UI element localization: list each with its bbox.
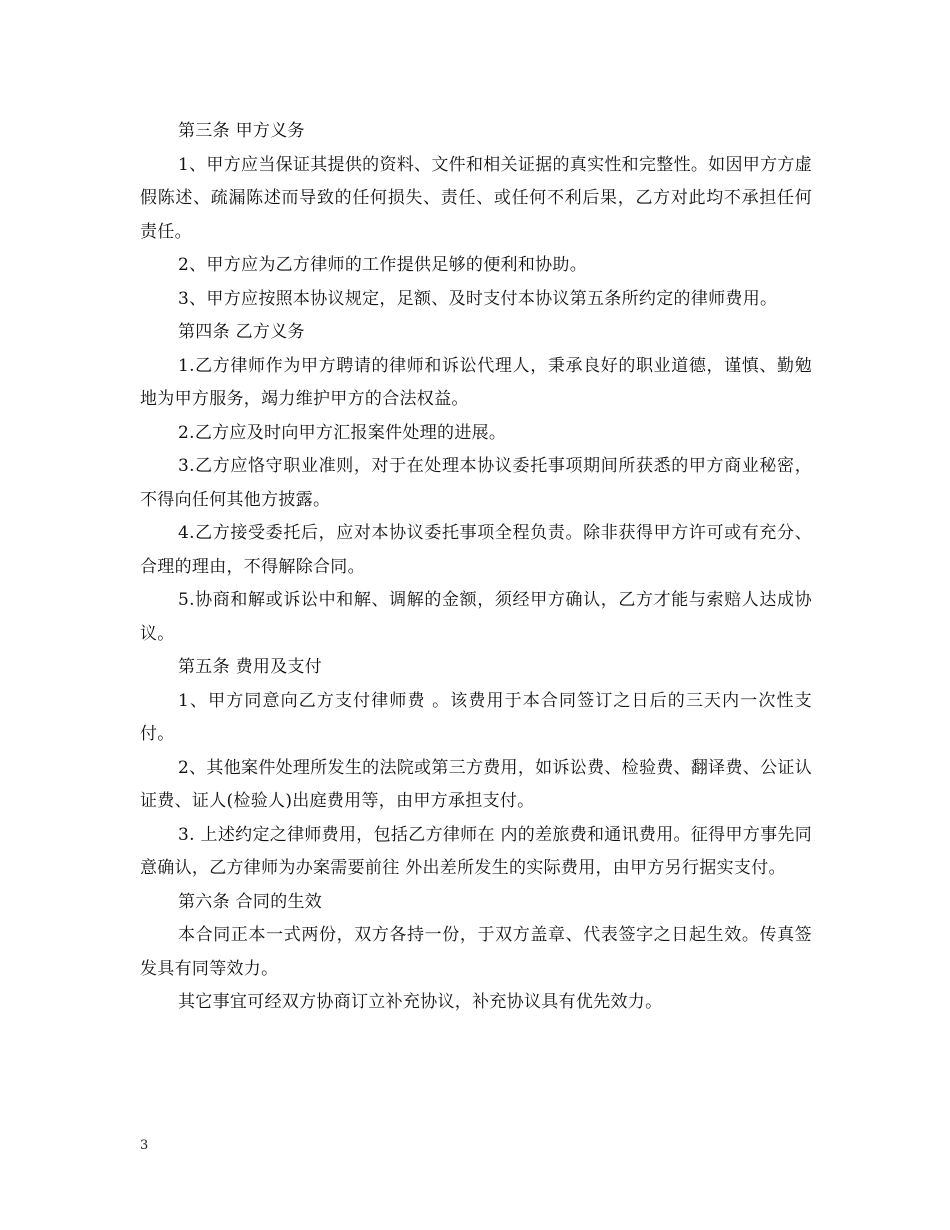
paragraph: 5.协商和解或诉讼中和解、调解的金额，须经甲方确认，乙方才能与索赔人达成协议。 <box>140 590 812 644</box>
paragraph: 2.乙方应及时向甲方汇报案件处理的进展。 <box>178 422 507 443</box>
paragraph: 3.乙方应恪守职业准则，对于在处理本协议委托事项期间所获悉的甲方商业秘密，不得向任何其他方披露。 <box>140 456 812 510</box>
paragraph: 本合同正本一式两份，双方各持一份，于双方盖章、代表签字之日起生效。传真签发具有同等效力。 <box>140 925 812 979</box>
document-body <box>140 115 812 1020</box>
page-number: 3 <box>140 1138 149 1153</box>
section-heading-article-4: 第四条 乙方义务 <box>178 322 305 342</box>
paragraph: 1、甲方应当保证其提供的资料、文件和相关证据的真实性和完整性。如因甲方方虚假陈述、疏漏陈述而导致的任何损失、责任、或任何不利后果，乙方对此均不承担任何责任。 <box>140 154 812 242</box>
section-heading-article-6: 第六条 合同的生效 <box>178 891 323 912</box>
paragraph: 4.乙方接受委托后，应对本协议委托事项全程负责。除非获得甲方许可或有充分、合理的理由，不得解除合同。 <box>140 523 812 577</box>
section-heading-article-5: 第五条 费用及支付 <box>178 657 323 677</box>
section-heading-article-3: 第三条 甲方义务 <box>178 121 305 141</box>
paragraph: 2、其他案件处理所发生的法院或第三方费用，如诉讼费、检验费、翻译费、公证认证费、证人(检验人)出庭费用等，由甲方承担支付。 <box>140 757 812 811</box>
paragraph: 2、甲方应为乙方律师的工作提供足够的便利和协助。 <box>178 255 588 275</box>
paragraph: 其它事宜可经双方协商订立补充协议，补充协议具有优先效力。 <box>178 992 663 1012</box>
paragraph: 1、甲方同意向乙方支付律师费 。该费用于本合同签订之日后的三天内一次性支付。 <box>140 690 812 744</box>
paragraph: 1.乙方律师作为甲方聘请的律师和诉讼代理人，秉承良好的职业道德，谨慎、勤勉地为甲方服务，竭力维护甲方的合法权益。 <box>140 355 812 409</box>
paragraph: 3、甲方应按照本协议规定，足额、及时支付本协议第五条所约定的律师费用。 <box>178 288 778 309</box>
paragraph: 3. 上述约定之律师费用，包括乙方律师在 内的差旅费和通讯费用。征得甲方事先同意确认，乙方律师为办案需要前往 外出差所发生的实际费用，由甲方另行据实支付。 <box>140 824 812 878</box>
